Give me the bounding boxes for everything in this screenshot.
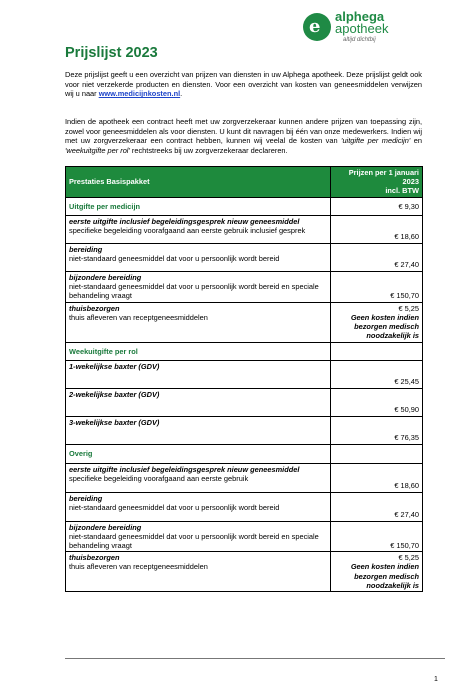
- price-value: € 18,60: [394, 232, 419, 242]
- price-value: € 18,60: [394, 481, 419, 491]
- service-description: specifieke begeleiding voorafgaand aan eerste gebruik: [69, 473, 249, 483]
- section-row: [66, 197, 423, 215]
- price-value: € 50,90: [394, 405, 419, 415]
- service-description: thuis afleveren van receptgeneesmiddelen: [69, 562, 208, 572]
- table-header-row: [66, 167, 423, 198]
- service-title: eerste uitgifte inclusief begeleidingsgesprek nieuw geneesmiddel: [69, 464, 300, 474]
- service-title: thuisbezorgen: [69, 303, 120, 313]
- table-row: [66, 215, 423, 243]
- page-number: 1: [434, 676, 438, 683]
- logo-tagline: altijd dichtbij: [343, 37, 376, 43]
- price-value: € 150,70: [390, 541, 419, 551]
- intro-paragraph-2: Indien de apotheek een contract heeft met uw zorgverzekeraar kunnen andere prijzen van toepassing zijn, zowel voor geneesmiddelen als voor diensten. U kunt dit navragen bij één van onze medewerkers. Indien wij met uw zorgverzekeraar een contract hebben, kunnen wij veelal de kosten van 'uitgifte per medicijn' en 'weekuitgifte per rol' rechtstreeks bij uw zorgverzekeraar declareren.: [65, 117, 423, 155]
- section-title: Uitgifte per medicijn: [69, 201, 141, 211]
- table-row: [66, 416, 423, 444]
- service-title: bereiding: [69, 493, 103, 503]
- header-services: Prestaties Basispakket: [66, 167, 331, 198]
- service-title: eerste uitgifte inclusief begeleidingsgesprek nieuw geneesmiddel: [69, 216, 300, 226]
- logo-subtitle: apotheek: [335, 21, 389, 36]
- price-value: € 5,25: [398, 303, 419, 313]
- price-note: Geen kosten indien bezorgen medisch noodzakelijk is: [350, 312, 419, 341]
- page-title: Prijslijst 2023: [65, 45, 158, 61]
- service-title: 2-wekelijkse baxter (GDV): [69, 389, 160, 399]
- section-title: Overig: [69, 449, 93, 458]
- price-value: € 27,40: [394, 260, 419, 270]
- table-row: [66, 302, 423, 342]
- table-row: [66, 360, 423, 388]
- section-row: [66, 342, 423, 360]
- table-row: [66, 492, 423, 521]
- alphega-logo: [303, 10, 423, 50]
- service-description: niet-standaard geneesmiddel dat voor u persoonlijk wordt bereid en speciale behandeling vraagt: [69, 281, 319, 301]
- service-title: bereiding: [69, 244, 103, 254]
- alphega-logo-icon: e: [303, 13, 331, 41]
- footer-divider: [65, 658, 445, 659]
- table-row: [66, 463, 423, 492]
- service-description: niet-standaard geneesmiddel dat voor u persoonlijk wordt bereid en speciale behandeling vraagt: [69, 531, 319, 551]
- service-title: thuisbezorgen: [69, 553, 120, 563]
- price-table: [65, 166, 423, 592]
- service-description: niet-standaard geneesmiddel dat voor u persoonlijk wordt bereid: [69, 502, 280, 512]
- intro-paragraph-1: Deze prijslijst geeft u een overzicht van prijzen van diensten in uw Alphega apotheek. Deze prijslijst geldt ook voor niet verzekerde producten en diensten. Voor een overzicht van kosten van geneesmiddelen verwijzen wij u naar www.medicijnkosten.nl.: [65, 70, 422, 99]
- service-title: bijzondere bereiding: [69, 522, 142, 532]
- section-row: [66, 444, 423, 463]
- price-value: € 9,30: [398, 201, 419, 211]
- table-row: [66, 243, 423, 271]
- service-description: thuis afleveren van receptgeneesmiddelen: [69, 312, 208, 322]
- service-title: 1-wekelijkse baxter (GDV): [69, 361, 160, 371]
- price-value: € 150,70: [390, 291, 419, 301]
- price-value: € 5,25: [398, 553, 419, 563]
- logo-name: alphega: [335, 9, 385, 24]
- service-title: 3-wekelijkse baxter (GDV): [69, 417, 160, 427]
- header-prices: Prijzen per 1 januari 2023 incl. BTW: [331, 167, 423, 198]
- service-description: niet-standaard geneesmiddel dat voor u persoonlijk wordt bereid: [69, 253, 280, 263]
- price-value: € 25,45: [394, 377, 419, 387]
- service-description: specifieke begeleiding voorafgaand aan eerste gebruik inclusief gesprek: [69, 225, 306, 235]
- table-row: [66, 271, 423, 302]
- price-value: € 76,35: [394, 433, 419, 443]
- service-title: bijzondere bereiding: [69, 272, 142, 282]
- table-row: [66, 552, 423, 592]
- section-title: Weekuitgifte per rol: [69, 346, 138, 356]
- table-row: [66, 521, 423, 552]
- price-note: Geen kosten indien bezorgen medisch noodzakelijk is: [350, 562, 419, 590]
- medicijnkosten-link[interactable]: www.medicijnkosten.nl: [98, 89, 181, 99]
- table-row: [66, 388, 423, 416]
- price-value: € 27,40: [394, 510, 419, 520]
